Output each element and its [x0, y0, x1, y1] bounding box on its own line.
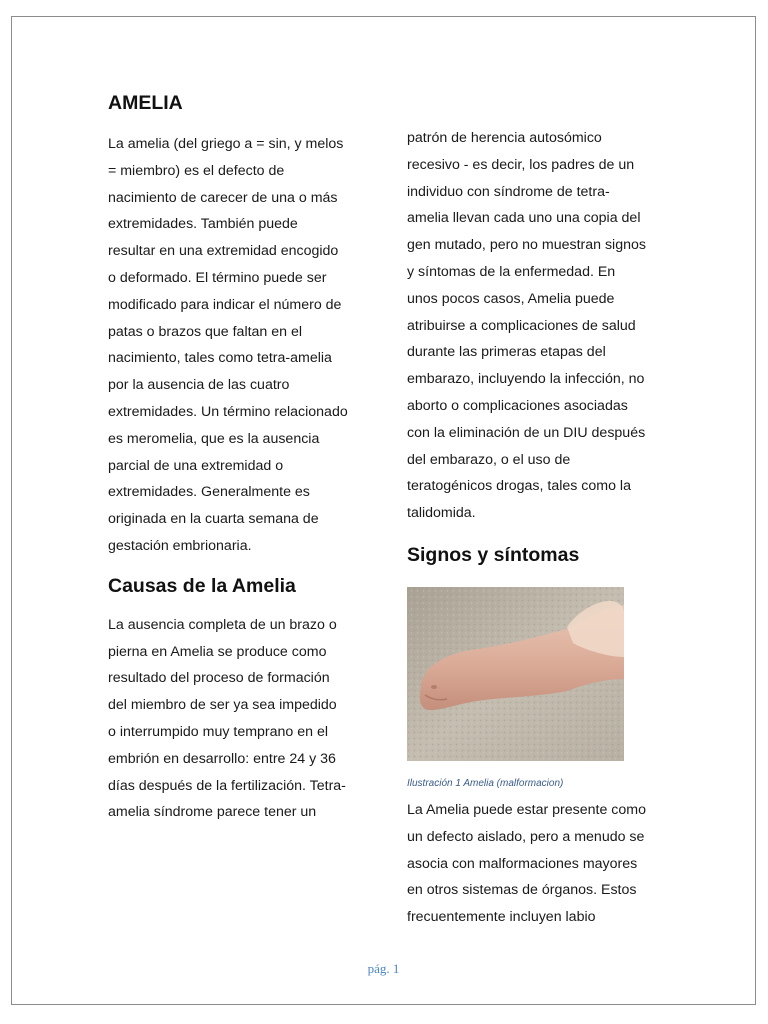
signs-heading: Signos y síntomas: [407, 543, 580, 566]
intro-paragraph: La amelia (del griego a = sin, y melos = miembro) es el defecto de nacimiento de carecer de una o más extremidades. También puede resultar en una extremidad encogido o deformado. El término puede ser modificado para indicar el número de patas o brazos que faltan en el nacimiento, tales como tetra-amelia por la ausencia de las cuatro extremidades. Un término relacionado es meromelia, que es la ausencia parcial de una extremidad o extremidades. Generalmente es originada en la cuarta semana de gestación embrionaria.: [108, 136, 348, 554]
document-page: [11, 16, 756, 1005]
left-column: [108, 89, 370, 826]
right-column: [407, 125, 669, 931]
causes-heading: Causas de la Amelia: [108, 574, 296, 597]
causes-paragraph: La ausencia completa de un brazo o pierna en Amelia se produce como resultado del proceso de formación del miembro de ser ya sea impedido o interrumpido muy temprano en el embrión en desarrollo: entre 24 y 36 días después de la fertilización. Tetra- amelia síndrome parece tener un: [108, 616, 346, 821]
document-title: AMELIA: [108, 92, 183, 114]
amelia-figure-image: [407, 587, 624, 761]
amelia-photo-illustration: [407, 587, 624, 761]
page-number: pág. 1: [367, 961, 400, 976]
figure-caption: Ilustración 1 Amelia (malformacion): [407, 777, 564, 789]
continuation-paragraph: patrón de herencia autosómico recesivo - es decir, los padres de un individuo con síndrome de tetra- amelia llevan cada uno una copia del gen mutado, pero no muestran signos y síntomas de la enfermedad. En unos pocos casos, Amelia puede atribuirse a complicaciones de salud durante las primeras etapas del embarazo, incluyendo la infección, no aborto o complicaciones asociadas con la eliminación de un DIU después del embarazo, o el uso de teratogénicos drogas, tales como la talidomida.: [407, 130, 646, 522]
signs-paragraph: La Amelia puede estar presente como un defecto aislado, pero a menudo se asocia con malformaciones mayores en otros sistemas de órganos. Estos frecuentemente incluyen labio: [407, 801, 646, 926]
